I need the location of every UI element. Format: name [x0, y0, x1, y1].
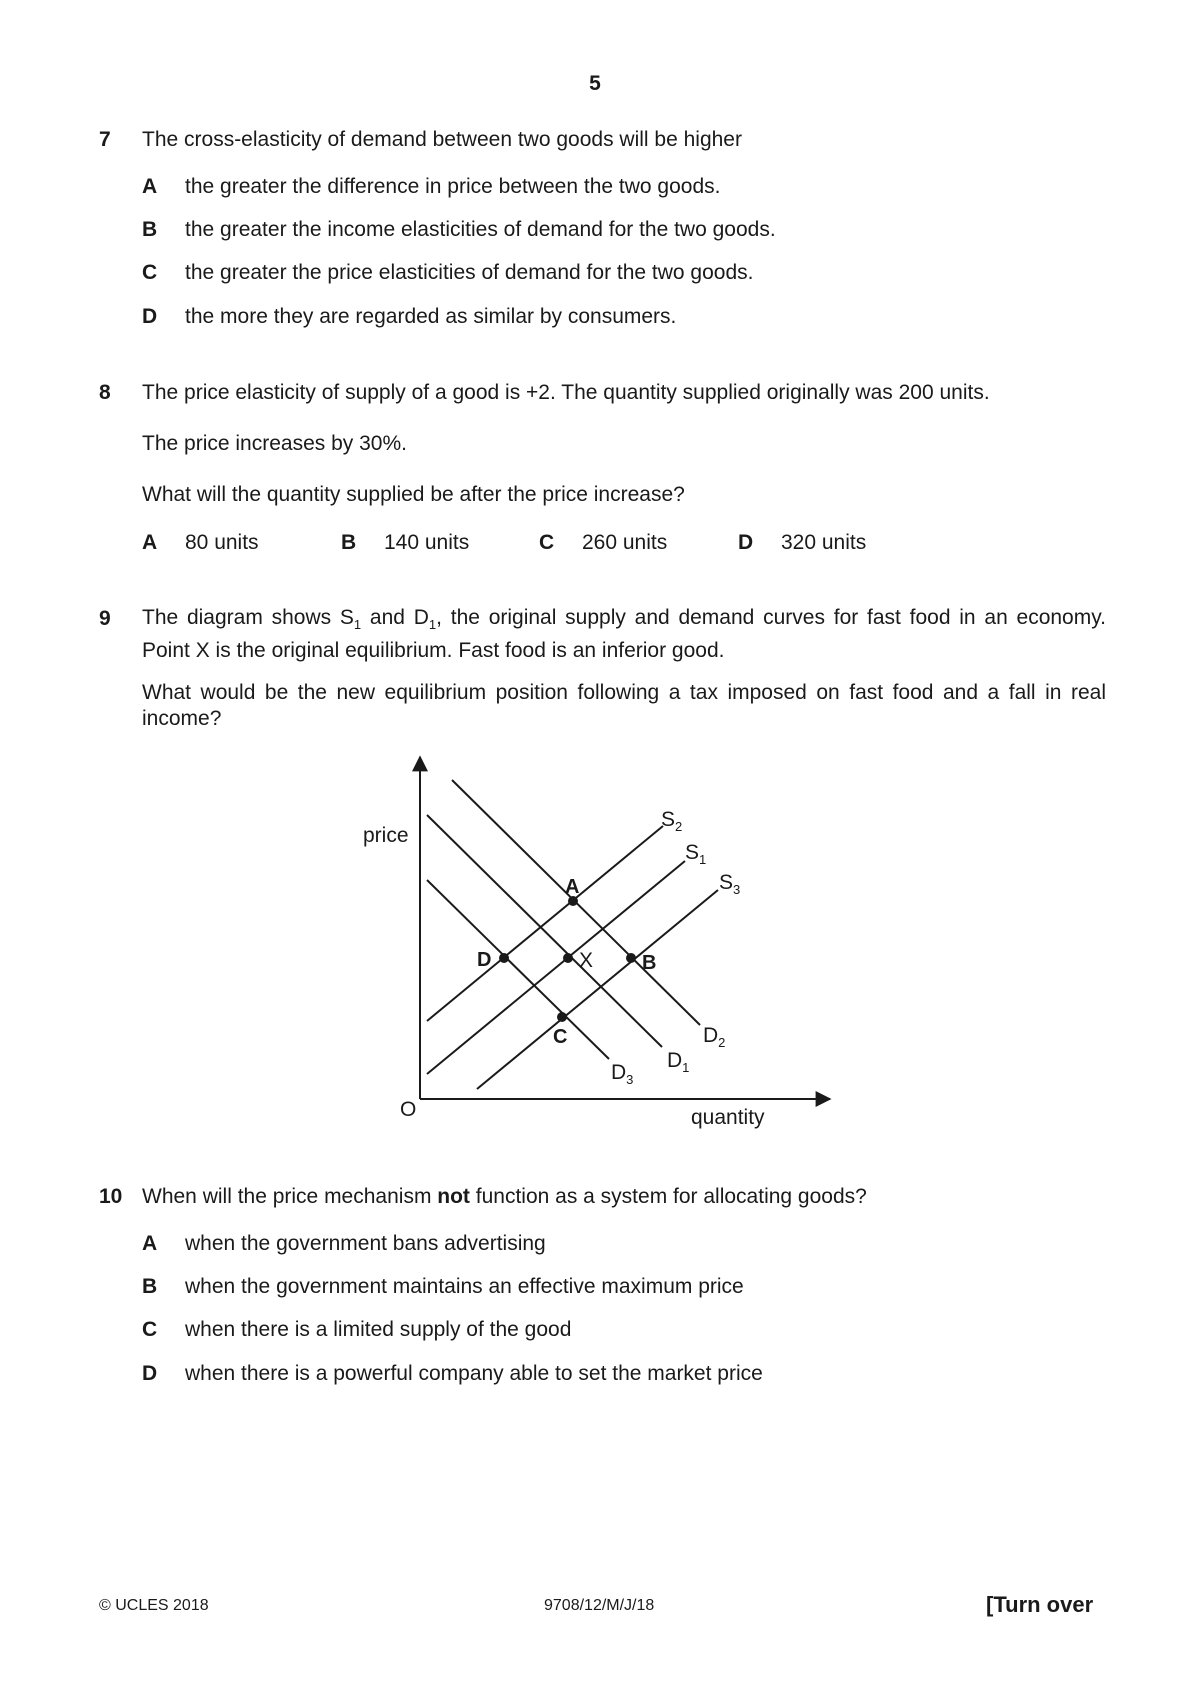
question-number: 10 [99, 1185, 123, 1208]
option-letter: A [142, 1232, 158, 1255]
curve-label-d1: $D_1$ [667, 1049, 690, 1075]
option-letter: A [142, 531, 158, 554]
option-text: 320 units [781, 531, 867, 554]
option-letter: C [142, 261, 158, 284]
option-letter: A [142, 175, 158, 198]
supply-curve-s2 [427, 826, 663, 1021]
demand-curve-d1 [427, 815, 662, 1047]
point-label-c: C [553, 1026, 568, 1048]
footer-copyright: © UCLES 2018 [99, 1597, 209, 1614]
option-text: the greater the price elasticities of demand for the two goods. [185, 261, 754, 284]
option-text: 80 units [185, 531, 259, 554]
option-letter: B [142, 218, 158, 241]
point-b [626, 953, 636, 963]
question-prompt: What would be the new equilibrium position following a tax imposed on fast food and a fall in real income? [142, 681, 1106, 730]
option-letter: D [738, 531, 754, 554]
point-label-x: X [579, 949, 594, 972]
question-prompt: What will the quantity supplied be after the price increase? [142, 483, 685, 506]
option-text: 140 units [384, 531, 470, 554]
point-label-d: D [477, 949, 492, 971]
point-d [499, 953, 509, 963]
footer-turn-over: [Turn over [986, 1592, 1094, 1617]
curve-label-s1: $S_1$ [685, 841, 707, 867]
question-number: 7 [99, 128, 111, 151]
option-letter: D [142, 305, 158, 328]
question-line: The price increases by 30%. [142, 432, 407, 455]
curve-label-d2: $D_2$ [703, 1024, 726, 1050]
question-stem: When will the price mechanism not function as a system for allocating goods? [142, 1185, 867, 1208]
option-text: when the government maintains an effective maximum price [185, 1275, 744, 1298]
point-x [563, 953, 573, 963]
curve-label-s2: $S_2$ [661, 808, 683, 834]
origin-label: O [400, 1098, 417, 1121]
option-letter: B [341, 531, 357, 554]
question-stem: The cross-elasticity of demand between two goods will be higher [142, 128, 742, 151]
option-text: when there is a limited supply of the good [185, 1318, 572, 1341]
question-number: 8 [99, 381, 111, 404]
curve-label-s3: $S_3$ [719, 871, 741, 897]
option-letter: C [539, 531, 555, 554]
option-letter: C [142, 1318, 158, 1341]
point-c [557, 1012, 567, 1022]
y-axis-label: price [363, 824, 409, 847]
x-axis-label: quantity [691, 1106, 765, 1129]
point-label-b: B [642, 952, 657, 974]
option-text: 260 units [582, 531, 668, 554]
option-letter: B [142, 1275, 158, 1298]
curve-label-d3: $D_3$ [611, 1061, 634, 1087]
question-number: 9 [99, 607, 111, 630]
option-text: the greater the income elasticities of demand for the two goods. [185, 218, 776, 241]
question-line: The price elasticity of supply of a good is +2. The quantity supplied originally was 200 units. [142, 381, 990, 404]
point-label-a: A [565, 876, 580, 898]
footer-paper-code: 9708/12/M/J/18 [544, 1597, 655, 1614]
option-text: the more they are regarded as similar by consumers. [185, 305, 677, 328]
option-letter: D [142, 1362, 158, 1385]
question-stem: The diagram shows $S_1$ and $D_1$, the original supply and demand curves for fast food in an economy. Point X is the original equilibrium. Fast food is an inferior good. [142, 606, 1106, 663]
page-number: 5 [589, 72, 601, 95]
option-text: when there is a powerful company able to set the market price [185, 1362, 763, 1385]
option-text: the greater the difference in price between the two goods. [185, 175, 721, 198]
option-text: when the government bans advertising [185, 1232, 546, 1255]
